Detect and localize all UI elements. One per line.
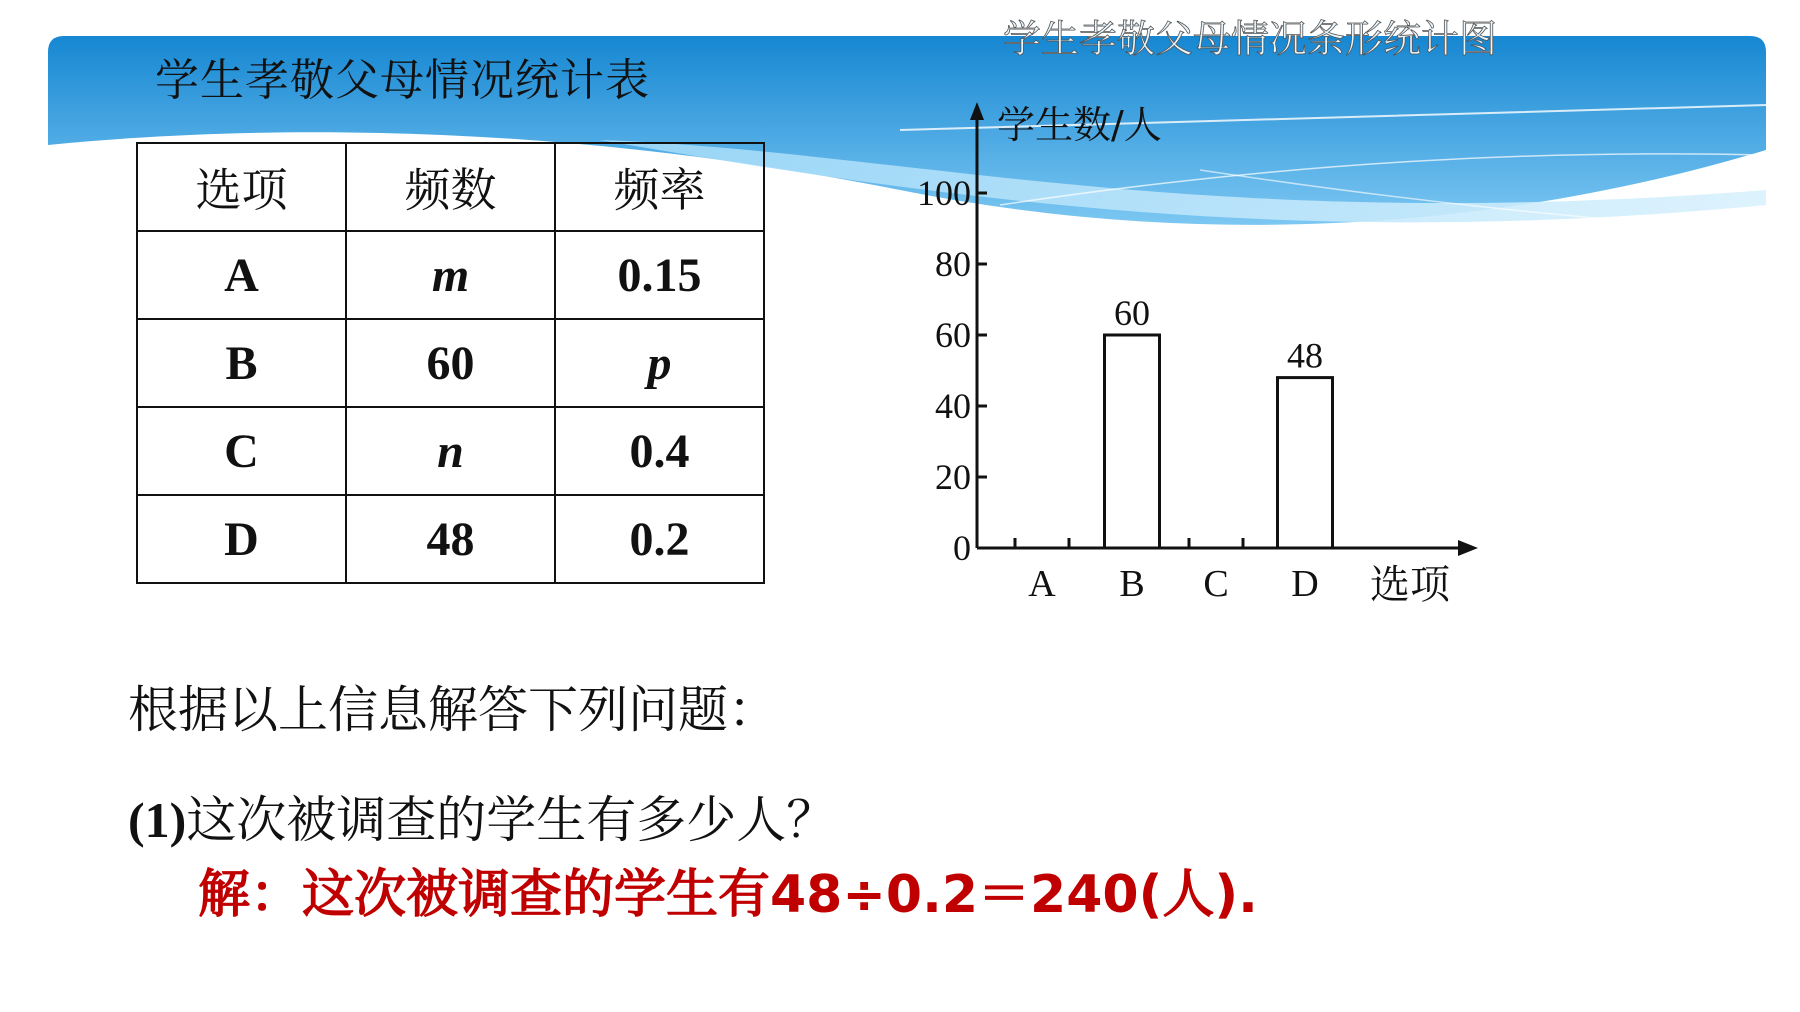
x-tick-label-C: C	[1203, 563, 1229, 605]
cell-frequency: n	[346, 407, 555, 495]
cell-rate: 0.15	[555, 231, 764, 319]
bar-chart	[880, 10, 1540, 630]
table-row	[137, 231, 764, 319]
cell-option: B	[137, 319, 346, 407]
cell-rate: 0.4	[555, 407, 764, 495]
cell-option: A	[137, 231, 346, 319]
data-label-D: 48	[1287, 335, 1323, 376]
y-tick-label: 60	[935, 315, 971, 355]
question-intro: 根据以上信息解答下列问题：	[128, 681, 778, 739]
x-tick-label-D: D	[1291, 563, 1319, 605]
question-1-number: (1)	[128, 792, 187, 848]
x-tick-label-B: B	[1119, 563, 1145, 605]
y-axis-arrow-icon	[970, 102, 984, 120]
table-row	[137, 495, 764, 583]
cell-rate: p	[555, 319, 764, 407]
y-tick-label: 0	[953, 528, 971, 568]
cell-frequency: 60	[346, 319, 555, 407]
header-option: 选项	[137, 143, 346, 231]
chart-title: 学生孝敬父母情况条形统计图	[1002, 17, 1498, 61]
table-row	[137, 319, 764, 407]
bar-B	[1105, 335, 1160, 548]
header-rate: 频率	[555, 143, 764, 231]
bar-D	[1278, 378, 1333, 548]
y-tick-label: 100	[917, 173, 971, 213]
table-header-row	[137, 143, 764, 231]
y-tick-label: 20	[935, 457, 971, 497]
question-1	[128, 780, 836, 852]
data-label-B: 60	[1114, 293, 1150, 333]
x-tick-label-A: A	[1028, 563, 1056, 605]
y-tick-label: 80	[935, 244, 971, 284]
chart-axes	[917, 102, 1478, 608]
question-1-text: 这次被调查的学生有多少人？	[186, 791, 837, 849]
table-title: 学生孝敬父母情况统计表	[155, 55, 650, 106]
answer-1: 解：这次被调查的学生有48÷0.2＝240(人).	[198, 865, 1258, 925]
y-axis-label: 学生数/人	[997, 103, 1162, 147]
table-row	[137, 407, 764, 495]
cell-frequency: m	[346, 231, 555, 319]
header-frequency: 频数	[346, 143, 555, 231]
cell-rate: 0.2	[555, 495, 764, 583]
statistics-table	[136, 142, 765, 584]
x-axis-label: 选项	[1370, 562, 1450, 608]
cell-option: D	[137, 495, 346, 583]
x-axis-arrow-icon	[1458, 540, 1478, 556]
cell-frequency: 48	[346, 495, 555, 583]
cell-option: C	[137, 407, 346, 495]
y-tick-label: 40	[935, 386, 971, 426]
